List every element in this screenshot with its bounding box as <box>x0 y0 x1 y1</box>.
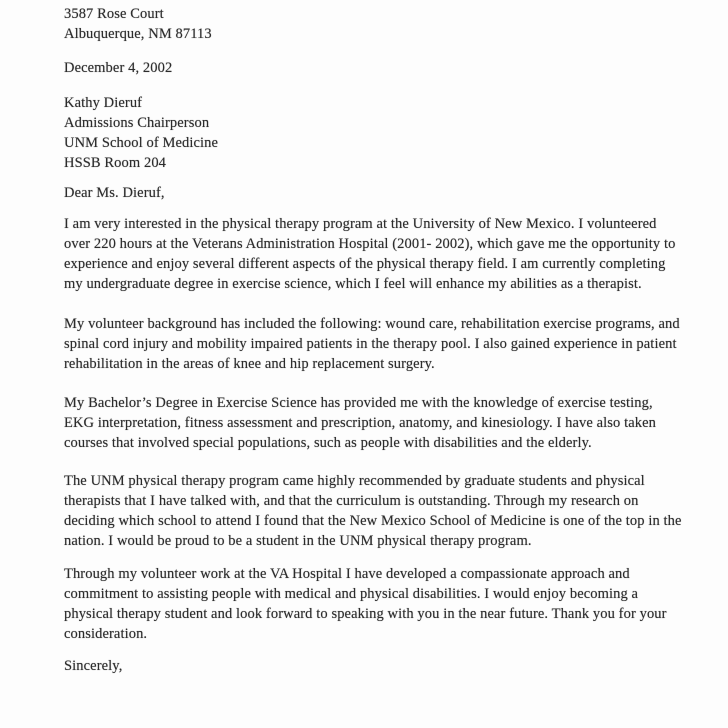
salutation-block <box>64 183 688 203</box>
body-line: experience and enjoy several different aspects of the physical therapy field. I am currently completing <box>64 256 666 272</box>
body-line: consideration. <box>64 626 148 642</box>
body-line: My volunteer background has included the following: wound care, rehabilitation exercise programs, and <box>64 316 680 332</box>
body-line: My Bachelor’s Degree in Exercise Science has provided me with the knowledge of exercise testing, <box>64 395 653 411</box>
recipient-name: Kathy Dieruf <box>64 95 143 111</box>
body-paragraph <box>64 393 688 453</box>
recipient-address-block <box>64 93 688 173</box>
letter-date: December 4, 2002 <box>64 60 173 76</box>
sender-address-line: Albuquerque, NM 87113 <box>64 26 212 42</box>
body-line: spinal cord injury and mobility impaired patients in the therapy pool. I also gained experience in patient <box>64 336 677 352</box>
recipient-room: HSSB Room 204 <box>64 155 167 171</box>
body-line: over 220 hours at the Veterans Administration Hospital (2001- 2002), which gave me the opportunity to <box>64 236 676 252</box>
body-line: EKG interpretation, fitness assessment and prescription, anatomy, and kinesiology. I have also taken <box>64 415 656 431</box>
recipient-organization: UNM School of Medicine <box>64 135 219 151</box>
body-line: The UNM physical therapy program came highly recommended by graduate students and physical <box>64 473 645 489</box>
closing: Sincerely, <box>64 658 123 674</box>
body-paragraph <box>64 471 688 551</box>
body-paragraph <box>64 564 688 644</box>
body-line: courses that involved special populations, such as people with disabilities and the elderly. <box>64 435 592 451</box>
sender-address-block <box>64 4 688 44</box>
date-block <box>64 58 688 78</box>
sender-address-line: 3587 Rose Court <box>64 6 164 22</box>
body-paragraph <box>64 314 688 374</box>
body-line: rehabilitation in the areas of knee and hip replacement surgery. <box>64 356 435 372</box>
body-line: Through my volunteer work at the VA Hospital I have developed a compassionate approach and <box>64 566 630 582</box>
body-line: commitment to assisting people with medical and physical disabilities. I would enjoy becoming a <box>64 586 639 602</box>
body-paragraph <box>64 214 688 294</box>
body-line: I am very interested in the physical therapy program at the University of New Mexico. I volunteered <box>64 216 657 232</box>
body-line: therapists that I have talked with, and that the curriculum is outstanding. Through my research on <box>64 493 639 509</box>
body-line: nation. I would be proud to be a student in the UNM physical therapy program. <box>64 533 532 549</box>
salutation: Dear Ms. Dieruf, <box>64 185 165 201</box>
body-line: deciding which school to attend I found that the New Mexico School of Medicine is one of the top in the <box>64 513 682 529</box>
body-line: physical therapy student and look forward to speaking with you in the near future. Thank you for your <box>64 606 667 622</box>
recipient-title: Admissions Chairperson <box>64 115 210 131</box>
body-line: my undergraduate degree in exercise science, which I feel will enhance my abilities as a therapist. <box>64 276 642 292</box>
closing-block <box>64 656 688 676</box>
